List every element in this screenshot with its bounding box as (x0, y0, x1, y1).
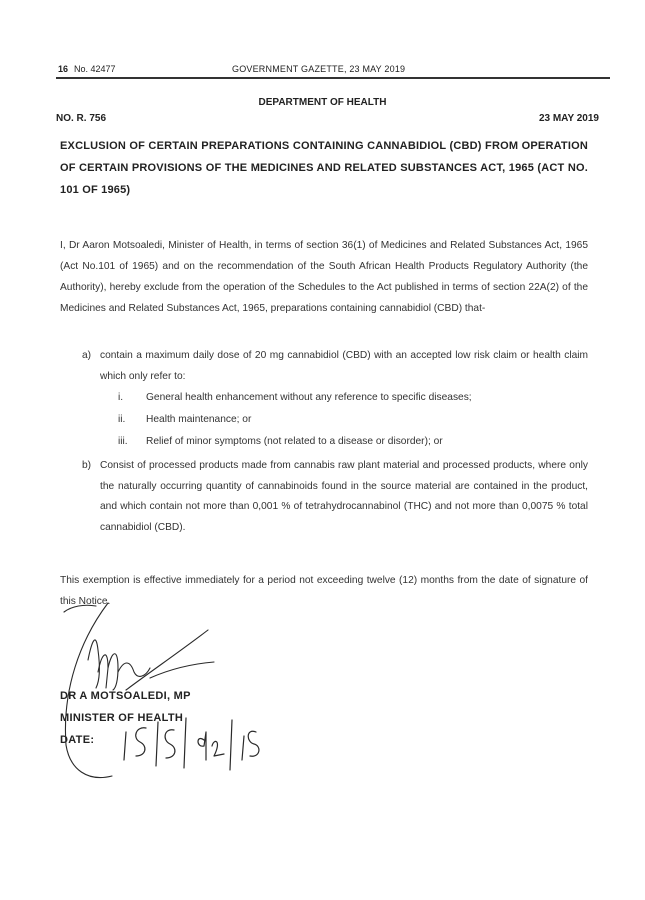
department-heading: DEPARTMENT OF HEALTH (258, 97, 387, 108)
signatory-name: DR A MOTSOALEDI, MP (60, 690, 191, 702)
notice-number: NO. R. 756 (56, 113, 107, 124)
list-text-a: contain a maximum daily dose of 20 mg cannabidiol (CBD) with an accepted low risk claim or health claim which only refer to: (100, 350, 588, 382)
sub-text-ii: Health maintenance; or (146, 414, 252, 425)
list-marker-b: b) (82, 460, 92, 471)
gazette-number: No. 42477 (74, 64, 116, 74)
date-label: DATE: (60, 734, 95, 746)
sub-text-iii: Relief of minor symptoms (not related to a disease or disorder); or (146, 436, 443, 447)
closing-paragraph: This exemption is effective immediately for a period not exceeding twelve (12) months from the date of signature of this Notice. (60, 575, 588, 607)
notice-date: 23 MAY 2019 (538, 113, 599, 124)
sub-text-i: General health enhancement without any reference to specific diseases; (146, 392, 472, 403)
sub-marker-i: i. (118, 392, 124, 403)
page-number: 16 (58, 64, 69, 74)
intro-paragraph: I, Dr Aaron Motsoaledi, Minister of Health, in terms of section 36(1) of Medicines and Related Substances Act, 1965 (Act No.101 of 1965) and on the recommendation of the South African Health Products Regulatory Authority (the Authority), hereby exclude from the operation of the Schedules to the Act published in terms of section 22A(2) of the Medicines and Related Substances Act, 1965, preparations containing cannabidiol (CBD) that- (60, 240, 588, 314)
notice-title: EXCLUSION OF CERTAIN PREPARATIONS CONTAINING CANNABIDIOL (CBD) FROM OPERATION OF CERTAIN PROVISIONS OF THE MEDICINES AND RELATED SUBSTANCES ACT, 1965 (ACT NO. 101 OF 1965) (60, 140, 588, 196)
sub-marker-iii: iii. (118, 436, 128, 447)
list-marker-a: a) (82, 350, 92, 361)
signatory-title: MINISTER OF HEALTH (60, 712, 184, 724)
list-text-b: Consist of processed products made from cannabis raw plant material and processed products, where only the naturally occurring quantity of cannabinoids found in the source material are contained in the product, and which contain not more than 0,001 % of tetrahydrocannabinol (THC) and not more than 0,0075 % total cannabidiol (CBD). (100, 460, 588, 533)
gazette-title: GOVERNMENT GAZETTE, 23 MAY 2019 (232, 64, 406, 74)
sub-marker-ii: ii. (118, 414, 126, 425)
